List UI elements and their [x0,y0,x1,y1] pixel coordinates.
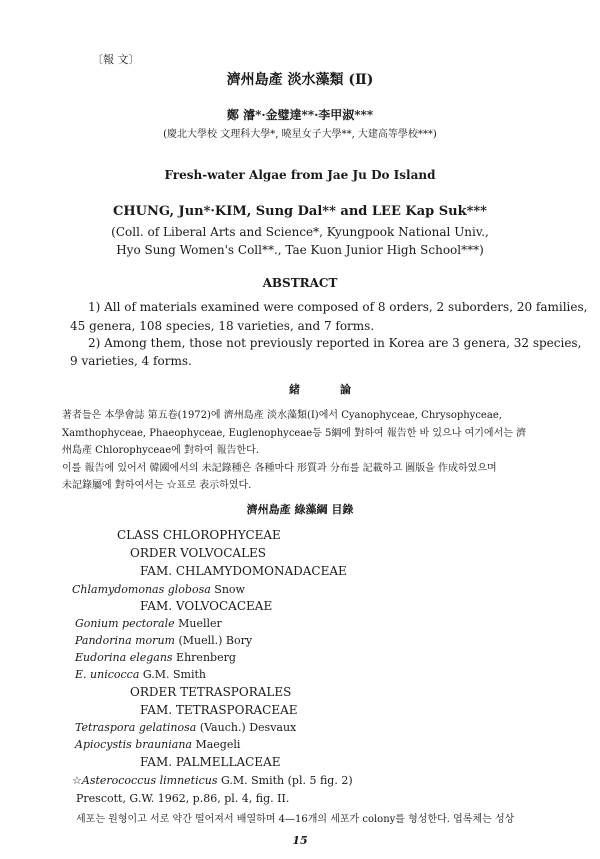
species-name: Pandorina morum [75,634,175,647]
fam-tetrasporaceae: FAM. TETRASPORACEAE [140,703,298,717]
species-name: Asterococcus limneticus [81,774,218,787]
english-title: Fresh-water Algae from Jae Ju Do Island [164,168,436,182]
class-chlorophyceae: CLASS CHLOROPHYCEAE [117,528,281,542]
intro-line-1: 著者들은 本學會誌 第五卷(1972)에 濟州島產 淡水藻類(Ⅰ)에서 Cyanophyceae, Chrysophyceae, [62,410,502,421]
species-tetraspora [75,721,296,734]
intro-line-5: 未記錄屬에 對하여서는 ☆표로 表示하였다. [62,480,252,491]
species-apiocystis [75,738,240,751]
intro-line-2: Xamthophyceae, Phaeophyceae, Euglenophyceae등 5綱에 對하여 報告한 바 있으나 여기에서는 濟 [62,428,527,439]
intro-heading: 緒論 [289,383,391,396]
species-asterococcus [72,774,353,787]
authors-english: CHUNG, Jun*·KIM, Sung Dal** and LEE Kap Suk*** [113,204,487,219]
species-name: Chlamydomonas globosa [72,583,211,596]
species-author: (Vauch.) Desvaux [196,721,297,734]
affiliations-korean: (慶北大學校 文理科大學*, 曉星女子大學**, 大建高等學校***) [163,129,437,140]
reference-prescott: Prescott, G.W. 1962, p.86, pl. 4, fig. II. [76,792,290,805]
species-pandorina [75,634,252,647]
species-author: (Muell.) Bory [174,634,253,647]
abstract-heading: ABSTRACT [262,276,338,290]
fam-volvocaceae: FAM. VOLVOCACEAE [140,599,273,613]
fam-palmellaceae: FAM. PALMELLACEAE [140,755,281,769]
species-author: Maegeli [191,738,241,751]
species-name: Tetraspora gelatinosa [75,721,197,734]
section-label: 〔報 文〕 [92,53,140,66]
species-author: Snow [210,583,245,596]
species-name: E. unicocca [75,668,140,681]
species-eudorina [75,651,236,664]
abstract-p2-line1: 2) Among them, those not previously reported in Korea are 3 genera, 32 species, [88,336,582,350]
affiliation-line-2: Hyo Sung Women's Coll**., Tae Kuon Junior High School***) [116,243,484,257]
intro-line-4: 이를 報告에 있어서 韓國에서의 未記錄種은 各種마다 形質과 分布를 記載하고 圖版을 作成하였으며 [62,463,497,474]
page-number: 15 [292,834,308,847]
species-gonium [75,617,222,630]
species-name: Eudorina elegans [75,651,173,664]
species-chlamydomonas [72,583,245,596]
species-author: G.M. Smith [139,668,207,681]
species-name: Apiocystis brauniana [75,738,192,751]
korean-title: 濟州島產 淡水藻類 (Ⅱ) [226,72,374,88]
order-volvocales: ORDER VOLVOCALES [130,546,267,560]
intro-line-3: 州島產 Chlorophyceae에 對하여 報告한다. [62,445,260,456]
authors-korean: 鄭 濬*·金璧達**·李甲淑*** [226,108,374,122]
species-author: Ehrenberg [172,651,236,664]
abstract-p1-line2: 45 genera, 108 species, 18 varieties, and 7 forms. [70,319,375,333]
species-author: Mueller [174,617,222,630]
abstract-p2-line2: 9 varieties, 4 forms. [70,354,192,368]
catalog-heading: 濟州島產 綠藻綱 目錄 [246,503,354,516]
order-tetrasporales: ORDER TETRASPORALES [130,685,292,699]
fam-chlamydomonadaceae: FAM. CHLAMYDOMONADACEAE [140,564,347,578]
species-author: G.M. Smith (pl. 5 fig. 2) [217,774,353,787]
species-e-unicocca [75,668,206,681]
affiliation-line-1: (Coll. of Liberal Arts and Science*, Kyungpook National Univ., [111,225,489,239]
new-record-star-icon: ☆ [72,774,82,787]
abstract-p1-line1: 1) All of materials examined were composed of 8 orders, 2 suborders, 20 families, [88,300,588,314]
description-line: 세포는 원형이고 서로 약간 떨어져서 배열하며 4—16개의 세포가 colony를 형성한다. 엽록체는 성상 [76,814,515,825]
species-name: Gonium pectorale [75,617,175,630]
